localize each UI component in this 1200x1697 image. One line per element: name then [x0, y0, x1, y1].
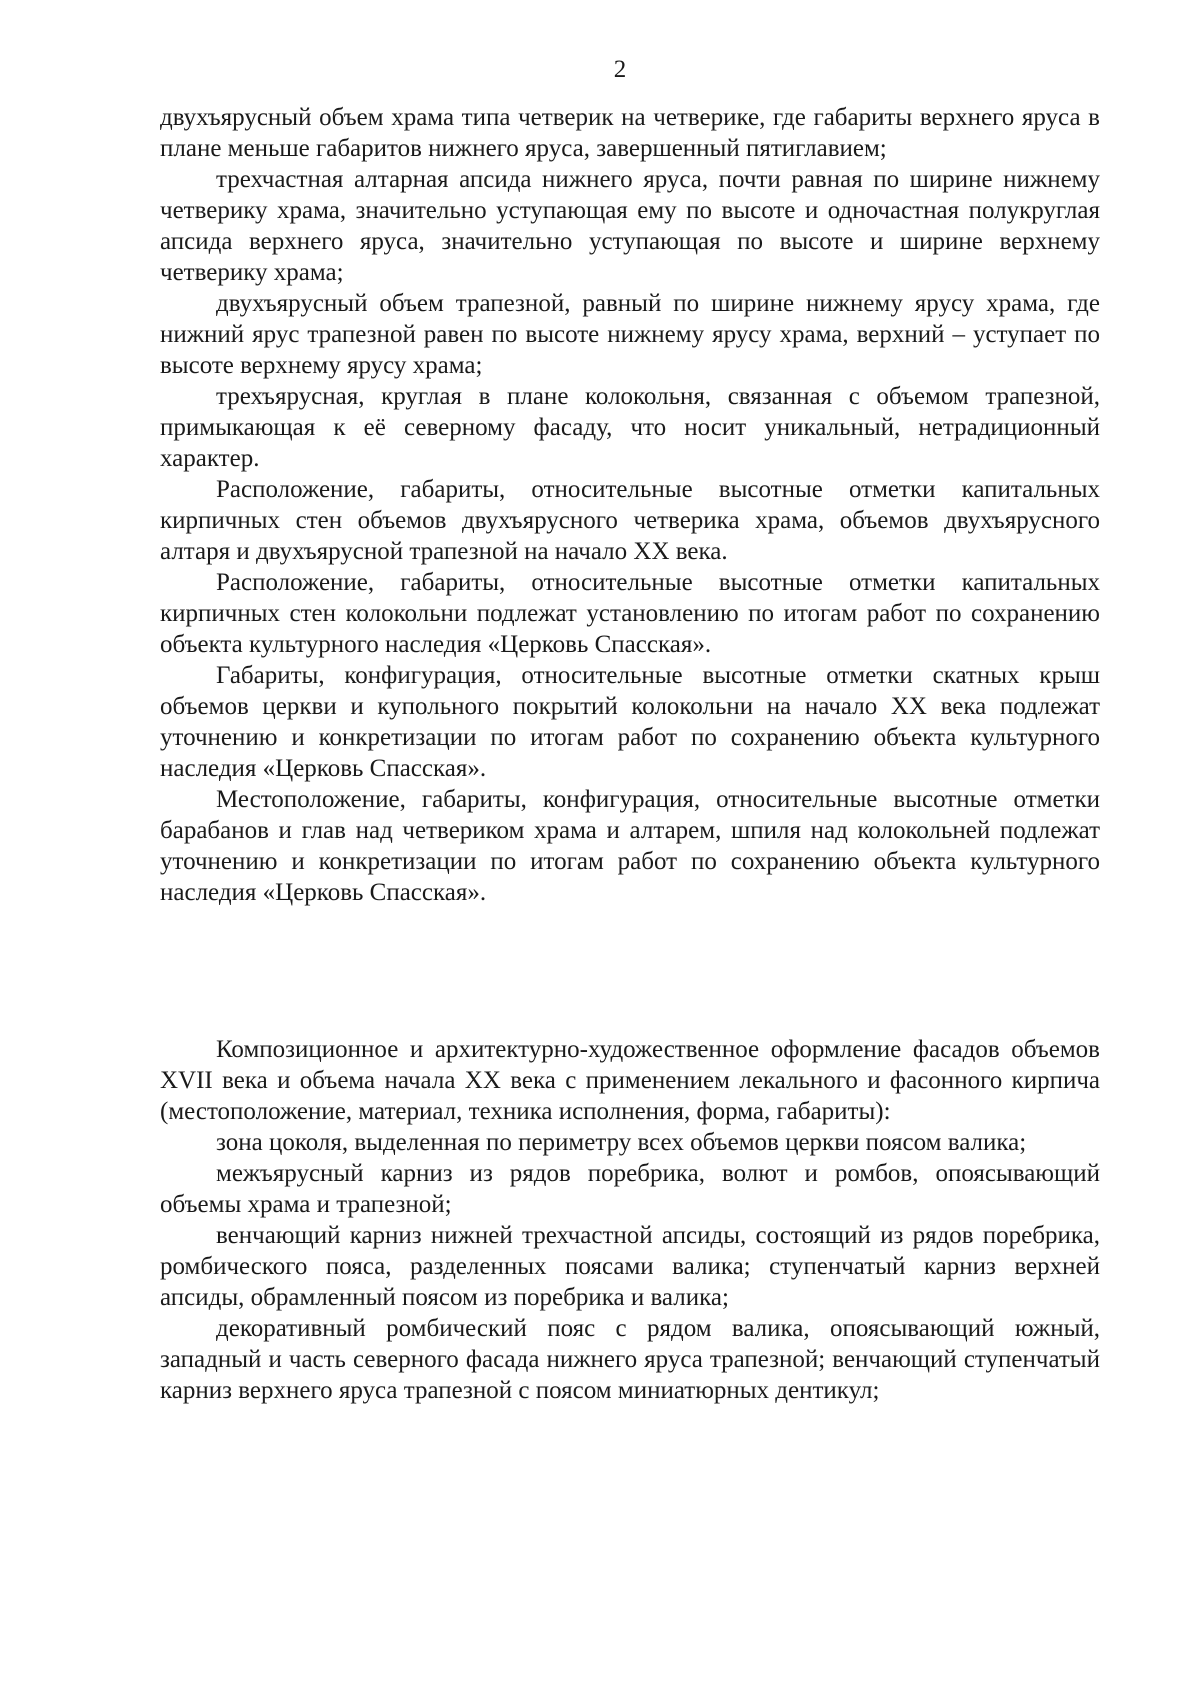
paragraph: Расположение, габариты, относительные высотные отметки капитальных кирпичных стен объемов двухъярусного четверика храма, объемов двухъярусного алтаря и двухъярусной трапезной на начало XX века. — [160, 476, 1100, 565]
paragraph: Композиционное и архитектурно-художественное оформление фасадов объемов XVII века и объема начала XX века с применением лекального и фасонного кирпича (местоположение, материал, техника исполнения, форма, габариты): — [160, 1036, 1100, 1125]
paragraph: трехчастная алтарная апсида нижнего яруса, почти равная по ширине нижнему четверику храма, значительно уступающая ему по высоте и одночастная полукруглая апсида верхнего яруса, значительно уступающая по высоте и ширине верхнему четверику храма; — [160, 166, 1100, 286]
page-number: 2 — [613, 56, 627, 83]
paragraph: Расположение, габариты, относительные высотные отметки капитальных кирпичных стен колокольни подлежат установлению по итогам работ по сохранению объекта культурного наследия «Церковь Спасская». — [160, 569, 1100, 658]
paragraph: венчающий карниз нижней трехчастной апсиды, состоящий из рядов поребрика, ромбического пояса, разделенных поясами валика; ступенчатый карниз верхней апсиды, обрамленный поясом из поребрика и валика; — [160, 1222, 1100, 1311]
architecture-volumes-section — [160, 102, 1100, 908]
paragraph: декоративный ромбический пояс с рядом валика, опоясывающий южный, западный и часть северного фасада нижнего яруса трапезной; венчающий ступенчатый карниз верхнего яруса трапезной с поясом миниатюрных дентикул; — [160, 1315, 1100, 1404]
facade-decoration-section — [160, 1034, 1100, 1406]
paragraph: двухъярусный объем трапезной, равный по ширине нижнему ярусу храма, где нижний ярус трапезной равен по высоте нижнему ярусу храма, верхний – уступает по высоте верхнему ярусу храма; — [160, 290, 1100, 379]
paragraph: Местоположение, габариты, конфигурация, относительные высотные отметки барабанов и глав над четвериком храма и алтарем, шпиля над колокольней подлежат уточнению и конкретизации по итогам работ по сохранению объекта культурного наследия «Церковь Спасская». — [160, 786, 1100, 906]
paragraph: двухъярусный объем храма типа четверик на четверике, где габариты верхнего яруса в плане меньше габаритов нижнего яруса, завершенный пятиглавием; — [160, 104, 1100, 162]
paragraph: зона цоколя, выделенная по периметру всех объемов церкви поясом валика; — [216, 1129, 1027, 1156]
paragraph: Габариты, конфигурация, относительные высотные отметки скатных крыш объемов церкви и купольного покрытий колокольни на начало XX века подлежат уточнению и конкретизации по итогам работ по сохранению объекта культурного наследия «Церковь Спасская». — [160, 662, 1100, 782]
paragraph: трехъярусная, круглая в плане колокольня, связанная с объемом трапезной, примыкающая к её северному фасаду, что носит уникальный, нетрадиционный характер. — [160, 383, 1100, 472]
paragraph: межъярусный карниз из рядов поребрика, волют и ромбов, опоясывающий объемы храма и трапезной; — [160, 1160, 1100, 1218]
